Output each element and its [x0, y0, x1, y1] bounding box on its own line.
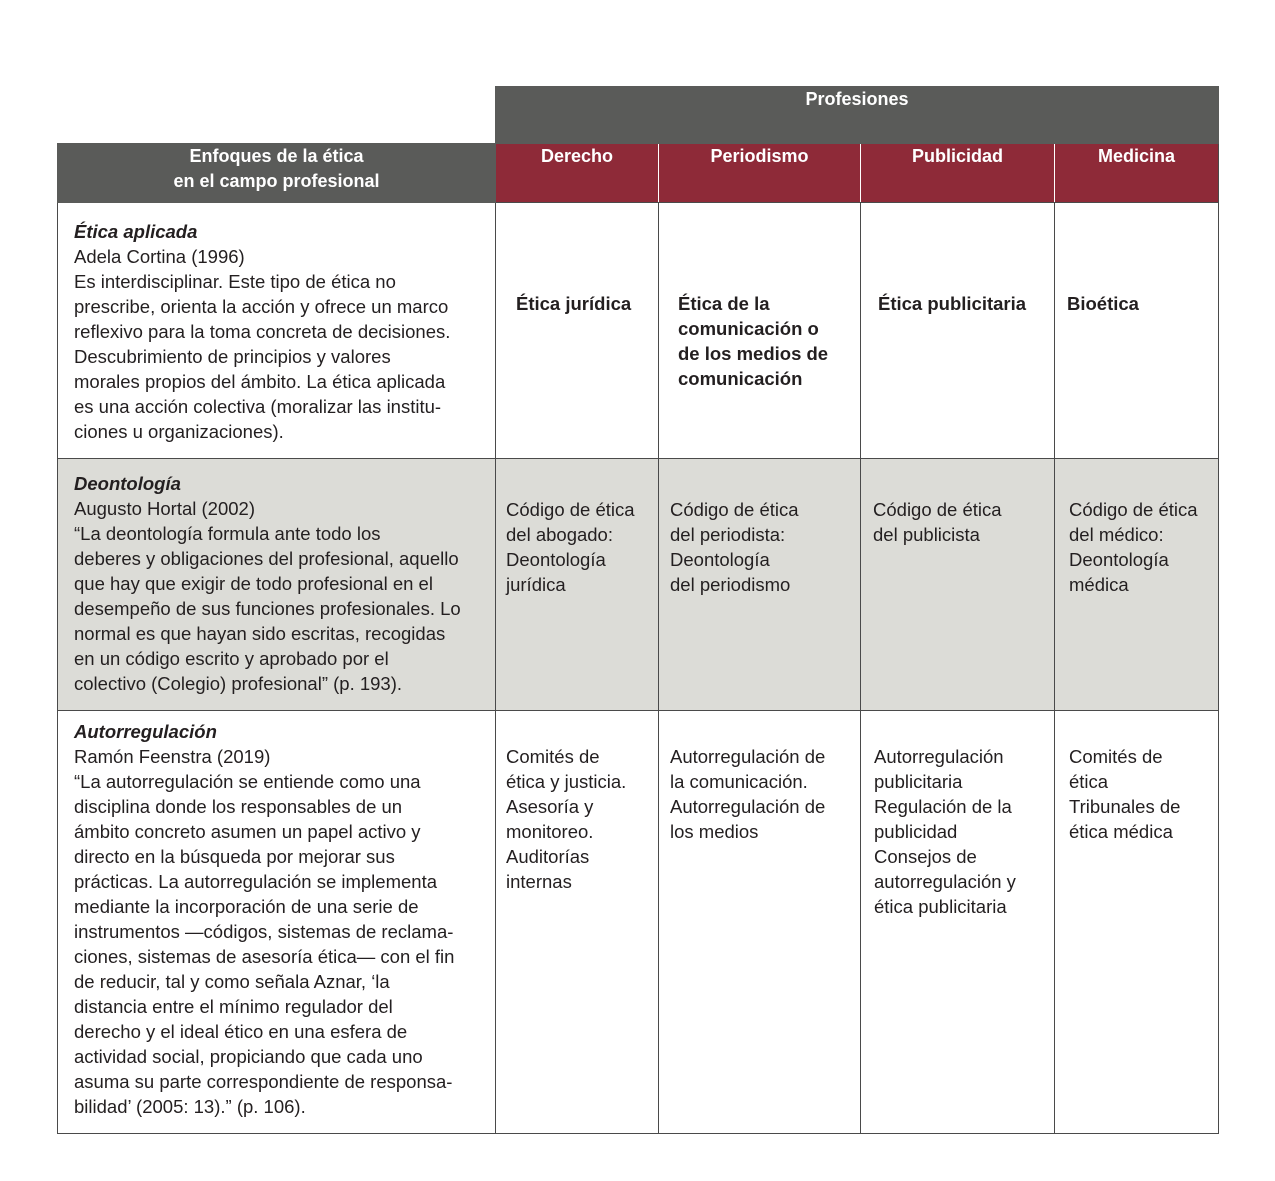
cell-text: Comités de ética Tribunales de ética médica — [1069, 746, 1181, 842]
table-header-row-columns — [58, 144, 1219, 203]
approach-author: Augusto Hortal (2002) — [74, 498, 255, 519]
approach-title: Autorregulación — [74, 721, 217, 742]
cell-text: Comités de ética y justicia. Asesoría y monitoreo. Auditorías internas — [506, 746, 627, 892]
cell-derecho — [496, 459, 659, 711]
cell-text: Código de ética del periodista: Deontología del periodismo — [670, 499, 799, 595]
cell-medicina — [1055, 711, 1219, 1134]
cell-periodismo — [659, 711, 861, 1134]
cell-text: Código de ética del publicista — [873, 499, 1002, 545]
approach-cell — [58, 203, 496, 459]
cell-derecho — [496, 203, 659, 459]
cell-text: Ética jurídica — [516, 293, 632, 314]
cell-derecho — [496, 711, 659, 1134]
column-header-derecho: Derecho — [496, 144, 659, 203]
approach-description: “La autorregulación se entiende como una disciplina donde los responsables de un ámbito concreto asumen un papel activo y directo en la búsqueda por mejorar sus prácticas. La autorregulación se implementa mediante la incorporación de una serie de instrumentos —códigos, sistemas de reclama- ciones, sistemas de asesoría ética— con el fin de reducir, tal y como señala Aznar, ‘la distancia entre el mínimo regulador del derecho y el ideal ético en una esfera de actividad social, propiciando que cada uno asuma su parte correspondiente de responsa- bilidad’ (2005: 13).” (p. 106). — [74, 771, 455, 1117]
cell-text: Bioética — [1067, 293, 1139, 314]
approach-header-line2: en el campo profesional — [173, 171, 380, 191]
cell-text: Código de ética del médico: Deontología médica — [1069, 499, 1198, 595]
cell-publicidad — [861, 203, 1055, 459]
cell-medicina — [1055, 459, 1219, 711]
approach-author: Adela Cortina (1996) — [74, 246, 245, 267]
approach-title: Ética aplicada — [74, 221, 198, 242]
table-header-row-top — [58, 87, 1219, 144]
cell-text: Autorregulación publicitaria Regulación de la publicidad Consejos de autorregulación y ética publicitaria — [874, 746, 1016, 917]
cell-text: Ética de la comunicación o de los medios de comunicación — [678, 293, 829, 389]
column-header-publicidad: Publicidad — [861, 144, 1055, 203]
ethics-approaches-table — [57, 86, 1219, 1134]
approach-cell — [58, 459, 496, 711]
cell-periodismo — [659, 459, 861, 711]
header-empty-corner — [58, 87, 496, 144]
cell-text: Ética publicitaria — [878, 293, 1027, 314]
approach-title: Deontología — [74, 473, 181, 494]
table-row-autorregulacion — [58, 711, 1219, 1134]
approach-cell — [58, 711, 496, 1134]
cell-text: Código de ética del abogado: Deontología jurídica — [506, 499, 635, 595]
cell-publicidad — [861, 711, 1055, 1134]
approach-description: “La deontología formula ante todo los deberes y obligaciones del profesional, aquello que hay que exigir de todo profesional en el desempeño de sus funciones profesionales. Lo normal es que hayan sido escritas, recogidas en un código escrito y aprobado por el colectivo (Colegio) profesional” (p. 193). — [74, 523, 461, 694]
cell-medicina — [1055, 203, 1219, 459]
professions-header: Profesiones — [496, 87, 1219, 144]
approach-header-line1: Enfoques de la ética — [189, 146, 364, 166]
column-header-periodismo: Periodismo — [659, 144, 861, 203]
approach-author: Ramón Feenstra (2019) — [74, 746, 271, 767]
cell-publicidad — [861, 459, 1055, 711]
column-header-medicina: Medicina — [1055, 144, 1219, 203]
cell-periodismo — [659, 203, 861, 459]
table-row-etica-aplicada — [58, 203, 1219, 459]
cell-text: Autorregulación de la comunicación. Autorregulación de los medios — [670, 746, 826, 842]
approach-column-header — [58, 144, 496, 203]
table-row-deontologia — [58, 459, 1219, 711]
approach-description: Es interdisciplinar. Este tipo de ética no prescribe, orienta la acción y ofrece un marco reflexivo para la toma concreta de decisiones. Descubrimiento de principios y valores morales propios del ámbito. La ética aplicada es una acción colectiva (moralizar las institu- ciones u organizaciones). — [74, 271, 451, 442]
